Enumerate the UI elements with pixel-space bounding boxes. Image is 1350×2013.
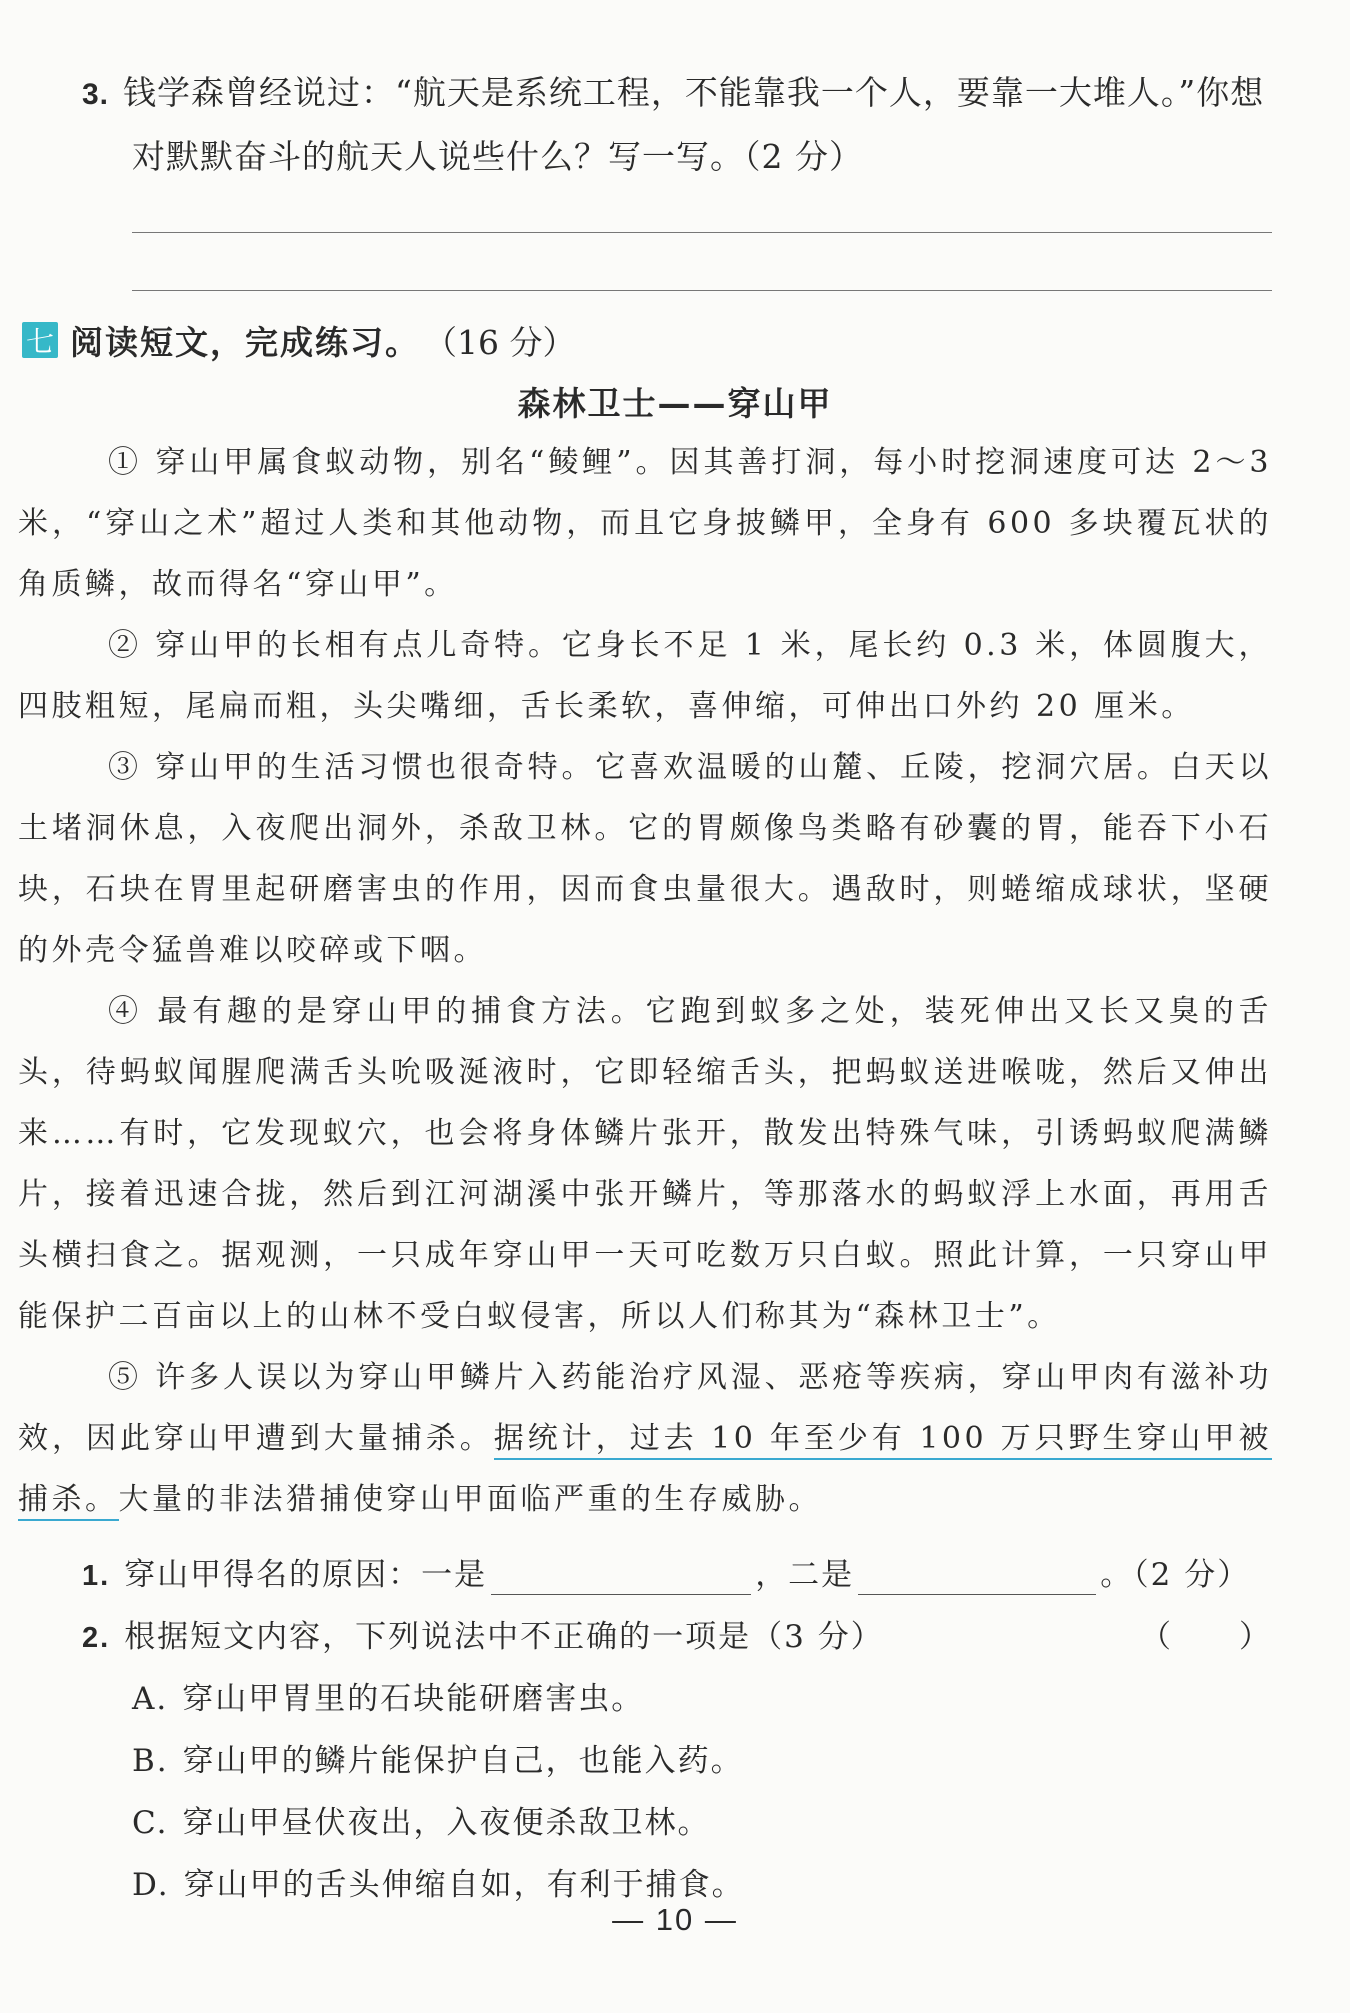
section-points: （16 分） xyxy=(424,322,576,362)
option-a xyxy=(82,1668,1272,1730)
answer-line-2[interactable] xyxy=(132,290,1272,291)
answer-blank-1[interactable] xyxy=(491,1554,751,1595)
option-b xyxy=(82,1730,1272,1792)
option-b-letter: B. xyxy=(132,1743,169,1779)
option-a-text: 穿山甲胃里的石块能研磨害虫。 xyxy=(182,1681,645,1717)
answer-blank-2[interactable] xyxy=(858,1554,1096,1595)
paragraph-3: ③ 穿山甲的生活习惯也很奇特。它喜欢温暖的山麓、丘陵，挖洞穴居。白天以土堵洞休息，入夜爬出洞外，杀敌卫林。它的胃颇像鸟类略有砂囊的胃，能吞下小石块，石块在胃里起研磨害虫的作用，因而食虫量很大。遇敌时，则蜷缩成球状，坚硬的外壳令猛兽难以咬碎或下咽。 xyxy=(18,750,1272,968)
question-1-text-c: 。（2 分） xyxy=(1100,1557,1251,1593)
paragraph-4: ④ 最有趣的是穿山甲的捕食方法。它跑到蚁多之处，装死伸出又长又臭的舌头，待蚂蚁闻腥爬满舌头吮吸涎液时，它即轻缩舌头，把蚂蚁送进喉咙，然后又伸出来……有时，它发现蚁穴，也会将身体鳞片张开，散发出特殊气味，引诱蚂蚁爬满鳞片，接着迅速合拢，然后到江河湖溪中张开鳞片，等那落水的蚂蚁浮上水面，再用舌头横扫食之。据观测，一只成年穿山甲一天可吃数万只白蚁。照此计算，一只穿山甲能保护二百亩以上的山林不受白蚁侵害，所以人们称其为“森林卫士”。 xyxy=(18,994,1272,1334)
question-1-number: 1. xyxy=(82,1560,111,1592)
question-3-line-1 xyxy=(82,62,1272,126)
answer-line-1[interactable] xyxy=(132,232,1272,233)
question-3-text-1: 钱学森曾经说过：“航天是系统工程，不能靠我一个人，要靠一大堆人。”你想 xyxy=(123,73,1265,112)
question-1 xyxy=(82,1544,1272,1606)
question-3-number: 3. xyxy=(82,78,110,111)
paragraph-5-start: ⑤ 许多人误以为穿山甲鳞片入药能治疗风湿、恶疮等疾病，穿山甲肉有滋补功效，因此穿山甲遭到大量捕杀。 xyxy=(18,1360,1272,1456)
option-c-letter: C. xyxy=(132,1805,169,1841)
question-3 xyxy=(82,62,1272,188)
paragraph-1: ① 穿山甲属食蚁动物，别名“鲮鲤”。因其善打洞，每小时挖洞速度可达 2～3 米，“穿山之术”超过人类和其他动物，而且它身披鳞甲，全身有 600 多块覆瓦状的角质鳞，故而得名“穿山甲”。 xyxy=(18,445,1272,602)
option-d-text: 穿山甲的舌头伸缩自如，有利于捕食。 xyxy=(183,1867,745,1903)
page-number: — 10 — xyxy=(612,1902,738,1937)
section-heading: 阅读短文，完成练习。 xyxy=(70,322,420,362)
option-c-text: 穿山甲昼伏夜出，入夜便杀敌卫林。 xyxy=(182,1805,711,1841)
question-3-line-2: 对默默奋斗的航天人说些什么？写一写。（2 分） xyxy=(132,137,863,176)
question-list xyxy=(82,1544,1272,1916)
reading-passage xyxy=(18,432,1272,1530)
paragraph-2: ② 穿山甲的长相有点儿奇特。它身长不足 1 米，尾长约 0.3 米，体圆腹大，四肢粗短，尾扁而粗，头尖嘴细，舌长柔软，喜伸缩，可伸出口外约 20 厘米。 xyxy=(18,628,1272,724)
question-1-text-a: 穿山甲得名的原因：一是 xyxy=(124,1557,488,1593)
paragraph-5-end: 大量的非法猎捕使穿山甲面临严重的生存威胁。 xyxy=(118,1482,822,1517)
answer-parentheses[interactable]: （ ） xyxy=(1140,1619,1272,1655)
question-2-number: 2. xyxy=(82,1622,111,1654)
question-1-text-b: ，二是 xyxy=(755,1557,855,1593)
question-2-text: 根据短文内容，下列说法中不正确的一项是（3 分） xyxy=(124,1619,884,1655)
section-7-header xyxy=(22,320,575,360)
passage-title: 森林卫士——穿山甲 xyxy=(517,384,833,423)
option-a-letter: A. xyxy=(132,1681,169,1717)
option-c xyxy=(82,1792,1272,1854)
option-d-letter: D. xyxy=(132,1867,170,1903)
paragraph-5 xyxy=(18,1347,1272,1530)
option-b-text: 穿山甲的鳞片能保护自己，也能入药。 xyxy=(182,1743,744,1779)
section-number-badge: 七 xyxy=(22,322,58,358)
question-2 xyxy=(82,1606,1272,1668)
paragraph-5-underlined-sentence: 据统计，过去 10 年至少有 100 万只野生穿山甲被捕杀。 xyxy=(18,1421,1272,1521)
